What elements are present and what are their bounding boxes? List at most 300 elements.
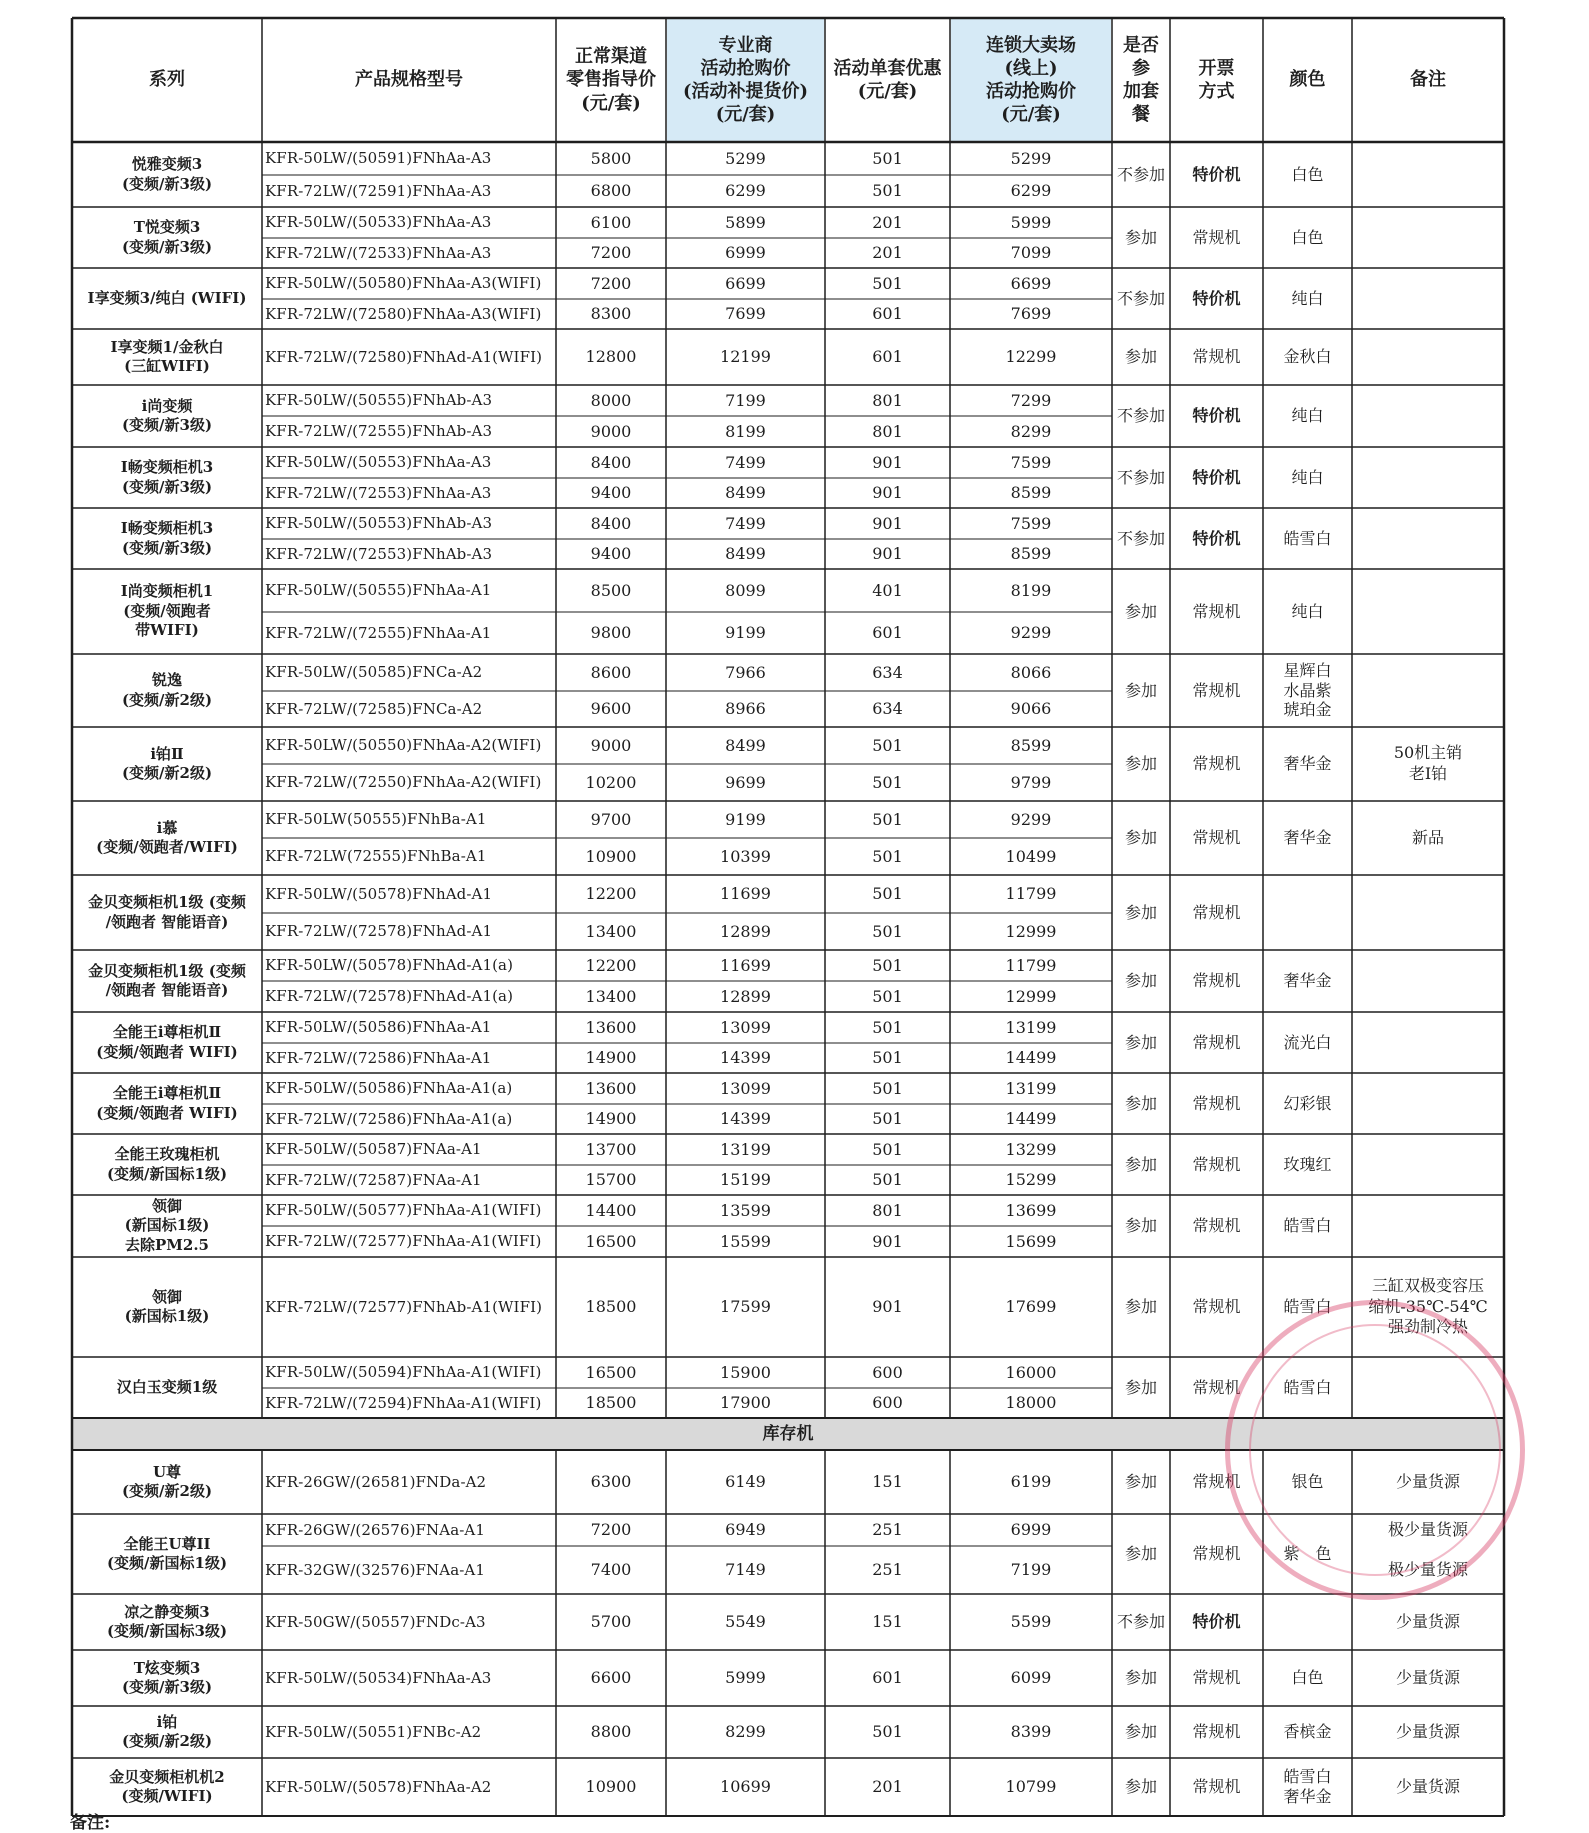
chain-price: 11799 — [1005, 884, 1057, 904]
series-name: 全能王U尊II (变频/新国标1级) — [106, 1534, 228, 1572]
discount-value: 501 — [872, 846, 903, 866]
series-name: 锐逸 (变频/新2级) — [121, 671, 213, 709]
dealer-price: 13199 — [720, 1139, 771, 1159]
package-status: 不参加 — [1116, 467, 1165, 487]
model-number: KFR-50LW/(50555)FNhAb-A3 — [265, 391, 493, 410]
dealer-price: 6949 — [725, 1520, 766, 1540]
model-number: KFR-50LW/(50533)FNhAa-A3 — [265, 213, 492, 232]
retail-price: 13600 — [585, 1017, 637, 1037]
product-color: 奢华金 — [1283, 828, 1332, 848]
model-number: KFR-50LW/(50578)FNhAd-A1 — [265, 884, 493, 903]
product-color: 金秋白 — [1283, 347, 1332, 367]
series-name: T悦变频3 (变频/新3级) — [121, 218, 213, 256]
package-status: 参加 — [1124, 1377, 1157, 1397]
remark-note: 三缸双极变容压 缩机-35℃-54℃ 强劲制冷热 — [1368, 1275, 1488, 1337]
invoice-type: 特价机 — [1192, 467, 1241, 487]
package-status: 不参加 — [1116, 406, 1165, 426]
model-number: KFR-50GW/(50557)FNDc-A3 — [265, 1612, 486, 1631]
series-name: 领御 (新国标1级) 去除PM2.5 — [124, 1196, 210, 1254]
company-seal-inner-ring — [1249, 1324, 1501, 1576]
package-status: 参加 — [1124, 828, 1157, 848]
chain-price: 14499 — [1005, 1109, 1057, 1129]
discount-value: 501 — [872, 181, 903, 201]
product-color: 纯白 — [1291, 601, 1324, 621]
series-name: 金贝变频柜机1级 (变频 /领跑者 智能语音) — [88, 893, 246, 931]
dealer-price: 13599 — [720, 1200, 771, 1220]
discount-value: 600 — [872, 1362, 903, 1382]
discount-value: 501 — [872, 735, 903, 755]
dealer-price: 13099 — [720, 1078, 771, 1098]
dealer-price: 6149 — [725, 1472, 766, 1492]
discount-value: 501 — [872, 273, 903, 293]
invoice-type: 特价机 — [1192, 288, 1241, 308]
package-status: 参加 — [1124, 680, 1157, 700]
model-number: KFR-72LW/(72587)FNAa-A1 — [265, 1170, 482, 1189]
discount-value: 600 — [872, 1393, 903, 1413]
model-number: KFR-50LW/(50591)FNhAa-A3 — [265, 149, 492, 168]
model-number: KFR-72LW/(72586)FNhAa-A1 — [265, 1048, 492, 1067]
model-number: KFR-72LW/(72578)FNhAd-A1(a) — [265, 987, 514, 1006]
retail-price: 7200 — [590, 1520, 632, 1540]
series-name: U尊 (变频/新2级) — [121, 1462, 213, 1500]
invoice-type: 常规机 — [1192, 1544, 1241, 1564]
product-color: 白色 — [1291, 1668, 1324, 1688]
remark-note: 少量货源 — [1395, 1667, 1460, 1687]
chain-price: 12299 — [1005, 347, 1057, 367]
series-name: 悦雅变频3 (变频/新3级) — [121, 155, 213, 193]
product-color: 流光白 — [1283, 1032, 1332, 1052]
retail-price: 16500 — [585, 1231, 637, 1251]
dealer-price: 10699 — [720, 1777, 771, 1797]
dealer-price: 7499 — [725, 513, 766, 533]
dealer-price: 5899 — [725, 212, 766, 232]
invoice-type: 常规机 — [1192, 828, 1241, 848]
retail-price: 18500 — [585, 1393, 637, 1413]
discount-value: 501 — [872, 148, 903, 168]
dealer-price: 7699 — [725, 304, 766, 324]
package-status: 参加 — [1124, 1544, 1157, 1564]
chain-price: 9299 — [1010, 809, 1052, 829]
remark-note: 少量货源 — [1395, 1776, 1460, 1796]
chain-price: 8299 — [1010, 421, 1052, 441]
discount-value: 901 — [872, 483, 903, 503]
discount-value: 501 — [872, 1170, 903, 1190]
invoice-type: 常规机 — [1192, 754, 1241, 774]
header-color: 颜色 — [1289, 69, 1326, 91]
product-color: 幻彩银 — [1283, 1093, 1332, 1113]
model-number: KFR-50LW/(50534)FNhAa-A3 — [265, 1668, 492, 1687]
model-number: KFR-72LW/(72550)FNhAa-A2(WIFI) — [265, 773, 542, 792]
model-number: KFR-26GW/(26576)FNAa-A1 — [265, 1520, 485, 1539]
product-color: 皓雪白 — [1283, 528, 1332, 548]
dealer-price: 7499 — [725, 452, 766, 472]
product-color: 香槟金 — [1283, 1722, 1332, 1742]
series-name: 领御 (新国标1级) — [124, 1287, 210, 1325]
package-status: 参加 — [1124, 227, 1157, 247]
product-color: 奢华金 — [1283, 971, 1332, 991]
product-color: 白色 — [1291, 164, 1324, 184]
series-name: I尚变频柜机1 (变频/领跑者 带WIFI) — [120, 582, 214, 640]
chain-price: 6999 — [1010, 1520, 1052, 1540]
retail-price: 10900 — [585, 1777, 637, 1797]
header-dealer-price: 专业商 活动抢购价 (活动补提货价) (元/套) — [682, 34, 809, 126]
discount-value: 901 — [872, 513, 903, 533]
dealer-price: 12199 — [720, 347, 771, 367]
model-number: KFR-50LW/(50585)FNCa-A2 — [265, 663, 483, 682]
model-number: KFR-50LW/(50551)FNBc-A2 — [265, 1722, 482, 1741]
series-name: I畅变频柜机3 (变频/新3级) — [120, 458, 214, 496]
dealer-price: 8299 — [725, 1722, 766, 1742]
model-number: KFR-50LW/(50580)FNhAa-A3(WIFI) — [265, 274, 542, 293]
chain-price: 15299 — [1005, 1170, 1057, 1190]
product-color: 皓雪白 — [1283, 1377, 1332, 1397]
product-color: 白色 — [1291, 227, 1324, 247]
dealer-price: 14399 — [720, 1109, 771, 1129]
retail-price: 7200 — [590, 243, 632, 263]
package-status: 不参加 — [1116, 528, 1165, 548]
retail-price: 9700 — [590, 809, 632, 829]
header-discount: 活动单套优惠 (元/套) — [833, 57, 942, 102]
invoice-type: 常规机 — [1192, 1093, 1241, 1113]
invoice-type: 特价机 — [1192, 164, 1241, 184]
invoice-type: 特价机 — [1192, 528, 1241, 548]
dealer-price: 6299 — [725, 181, 766, 201]
package-status: 参加 — [1124, 1722, 1157, 1742]
remark-note: 新品 — [1411, 827, 1444, 847]
dealer-price: 17599 — [720, 1297, 771, 1317]
remark-note: 少量货源 — [1395, 1721, 1460, 1741]
retail-price: 8800 — [590, 1722, 632, 1742]
retail-price: 9000 — [590, 421, 632, 441]
model-number: KFR-50LW/(50578)FNhAd-A1(a) — [265, 956, 514, 975]
discount-value: 601 — [872, 304, 903, 324]
retail-price: 13400 — [585, 986, 637, 1006]
dealer-price: 6999 — [725, 243, 766, 263]
header-invoice: 开票 方式 — [1198, 57, 1235, 102]
retail-price: 6100 — [590, 212, 632, 232]
package-status: 参加 — [1124, 1216, 1157, 1236]
retail-price: 13400 — [585, 921, 637, 941]
remark-note: 极少量货源 — [1387, 1519, 1468, 1539]
package-status: 参加 — [1124, 971, 1157, 991]
dealer-price: 15900 — [720, 1362, 771, 1382]
model-number: KFR-50LW/(50555)FNhAa-A1 — [265, 581, 492, 600]
chain-price: 9299 — [1010, 623, 1052, 643]
dealer-price: 5999 — [725, 1668, 766, 1688]
product-color: 玫瑰红 — [1283, 1154, 1332, 1174]
invoice-type: 特价机 — [1192, 1612, 1241, 1632]
model-number: KFR-72LW(72555)FNhBa-A1 — [265, 847, 487, 866]
chain-price: 7599 — [1010, 452, 1052, 472]
package-status: 参加 — [1124, 347, 1157, 367]
retail-price: 12200 — [585, 955, 637, 975]
chain-price: 13199 — [1005, 1017, 1057, 1037]
chain-price: 9799 — [1010, 772, 1052, 792]
package-status: 参加 — [1124, 601, 1157, 621]
model-number: KFR-72LW/(72594)FNhAa-A1(WIFI) — [265, 1393, 542, 1412]
remark-note: 50机主销 老I铂 — [1393, 743, 1463, 783]
series-name: T炫变频3 (变频/新3级) — [121, 1658, 213, 1696]
chain-price: 7199 — [1010, 1560, 1052, 1580]
dealer-price: 8499 — [725, 544, 766, 564]
chain-price: 8599 — [1010, 544, 1052, 564]
dealer-price: 8499 — [725, 735, 766, 755]
chain-price: 6099 — [1010, 1668, 1052, 1688]
invoice-type: 特价机 — [1192, 406, 1241, 426]
product-color: 星辉白 水晶紫 琥珀金 — [1283, 661, 1332, 720]
series-name: 全能王i尊柜机Ⅱ (变频/领跑者 WIFI) — [96, 1084, 238, 1122]
discount-value: 801 — [872, 1200, 903, 1220]
discount-value: 601 — [872, 347, 903, 367]
retail-price: 6800 — [590, 181, 632, 201]
retail-price: 10200 — [585, 772, 637, 792]
discount-value: 501 — [872, 1048, 903, 1068]
invoice-type: 常规机 — [1192, 1297, 1241, 1317]
chain-price: 8599 — [1010, 735, 1052, 755]
chain-price: 7599 — [1010, 513, 1052, 533]
chain-price: 12999 — [1005, 921, 1057, 941]
dealer-price: 8966 — [725, 699, 766, 719]
header-series: 系列 — [149, 69, 185, 91]
model-number: KFR-50LW/(50550)FNhAa-A2(WIFI) — [265, 736, 542, 755]
discount-value: 501 — [872, 1078, 903, 1098]
header-model: 产品规格型号 — [355, 69, 463, 91]
retail-price: 8400 — [590, 513, 632, 533]
retail-price: 14900 — [585, 1109, 637, 1129]
retail-price: 7400 — [590, 1560, 632, 1580]
model-number: KFR-26GW/(26581)FNDa-A2 — [265, 1472, 487, 1491]
package-status: 不参加 — [1116, 1612, 1165, 1632]
series-name: 全能王玫瑰柜机 (变频/新国标1级) — [106, 1145, 228, 1183]
chain-price: 6299 — [1010, 181, 1052, 201]
dealer-price: 8199 — [725, 421, 766, 441]
retail-price: 7200 — [590, 273, 632, 293]
retail-price: 9000 — [590, 735, 632, 755]
retail-price: 8300 — [590, 304, 632, 324]
model-number: KFR-50LW/(50577)FNhAa-A1(WIFI) — [265, 1201, 542, 1220]
model-number: KFR-72LW/(72591)FNhAa-A3 — [265, 181, 492, 200]
retail-price: 18500 — [585, 1297, 637, 1317]
retail-price: 14900 — [585, 1048, 637, 1068]
product-color: 紫 色 — [1283, 1544, 1332, 1564]
discount-value: 401 — [872, 580, 903, 600]
product-color: 皓雪白 — [1283, 1297, 1332, 1317]
chain-price: 8399 — [1010, 1722, 1052, 1742]
model-number: KFR-72LW/(72586)FNhAa-A1(a) — [265, 1109, 513, 1128]
footer-note: 备注: — [70, 1813, 111, 1833]
dealer-price: 7966 — [725, 662, 766, 682]
model-number: KFR-72LW/(72555)FNhAa-A1 — [265, 623, 492, 642]
dealer-price: 12899 — [720, 921, 771, 941]
package-status: 参加 — [1124, 1154, 1157, 1174]
model-number: KFR-72LW/(72577)FNhAb-A1(WIFI) — [265, 1297, 543, 1316]
chain-price: 8066 — [1010, 662, 1052, 682]
header-retail-price: 正常渠道 零售指导价 (元/套) — [566, 46, 656, 114]
invoice-type: 常规机 — [1192, 971, 1241, 991]
chain-price: 9066 — [1010, 699, 1052, 719]
package-status: 参加 — [1124, 902, 1157, 922]
series-name: 金贝变频柜机1级 (变频 /领跑者 智能语音) — [88, 961, 246, 999]
retail-price: 9600 — [590, 699, 632, 719]
discount-value: 501 — [872, 955, 903, 975]
model-number: KFR-32GW/(32576)FNAa-A1 — [265, 1560, 485, 1579]
model-number: KFR-72LW/(72578)FNhAd-A1 — [265, 922, 493, 941]
retail-price: 9400 — [590, 483, 632, 503]
discount-value: 201 — [872, 243, 903, 263]
series-name: I畅变频柜机3 (变频/新3级) — [120, 519, 214, 557]
chain-price: 13299 — [1005, 1139, 1057, 1159]
section-label: 库存机 — [762, 1423, 814, 1444]
discount-value: 901 — [872, 1231, 903, 1251]
discount-value: 801 — [872, 390, 903, 410]
chain-price: 10499 — [1005, 846, 1057, 866]
dealer-price: 10399 — [720, 846, 771, 866]
package-status: 不参加 — [1116, 288, 1165, 308]
discount-value: 251 — [872, 1520, 903, 1540]
discount-value: 801 — [872, 421, 903, 441]
retail-price: 12800 — [585, 347, 637, 367]
dealer-price: 7149 — [725, 1560, 766, 1580]
product-color: 银色 — [1291, 1472, 1324, 1492]
product-color: 皓雪白 奢华金 — [1283, 1767, 1332, 1806]
discount-value: 634 — [872, 662, 903, 682]
product-color — [1263, 875, 1352, 950]
series-name: i铂 (变频/新2级) — [121, 1712, 213, 1750]
retail-price: 15700 — [585, 1170, 637, 1190]
product-color: 奢华金 — [1283, 754, 1332, 774]
package-status: 参加 — [1124, 1777, 1157, 1797]
discount-value: 201 — [872, 1777, 903, 1797]
chain-price: 7099 — [1010, 243, 1052, 263]
series-name: I享变频1/金秋白 (三缸WIFI) — [110, 337, 224, 375]
retail-price: 13600 — [585, 1078, 637, 1098]
product-color: 纯白 — [1291, 288, 1324, 308]
dealer-price: 14399 — [720, 1048, 771, 1068]
discount-value: 151 — [872, 1472, 903, 1492]
package-status: 参加 — [1124, 1032, 1157, 1052]
series-name: 金贝变频柜机机2 (变频/WIFI) — [109, 1767, 225, 1805]
dealer-price: 5549 — [725, 1612, 766, 1632]
invoice-type: 常规机 — [1192, 1777, 1241, 1797]
chain-price: 7699 — [1010, 304, 1052, 324]
retail-price: 16500 — [585, 1362, 637, 1382]
model-number: KFR-72LW/(72580)FNhAa-A3(WIFI) — [265, 304, 542, 323]
model-number: KFR-50LW/(50586)FNhAa-A1 — [265, 1018, 492, 1037]
chain-price: 8199 — [1010, 580, 1052, 600]
discount-value: 601 — [872, 623, 903, 643]
dealer-price: 8499 — [725, 483, 766, 503]
chain-price: 12999 — [1005, 986, 1057, 1006]
invoice-type: 常规机 — [1192, 227, 1241, 247]
invoice-type: 常规机 — [1192, 1032, 1241, 1052]
model-number: KFR-72LW/(72553)FNhAa-A3 — [265, 483, 492, 502]
discount-value: 901 — [872, 1297, 903, 1317]
discount-value: 501 — [872, 884, 903, 904]
discount-value: 501 — [872, 1722, 903, 1742]
model-number: KFR-72LW/(72580)FNhAd-A1(WIFI) — [265, 347, 543, 366]
retail-price: 9400 — [590, 544, 632, 564]
chain-price: 7299 — [1010, 390, 1052, 410]
discount-value: 901 — [872, 452, 903, 472]
chain-price: 6699 — [1010, 273, 1052, 293]
retail-price: 8600 — [590, 662, 632, 682]
product-color: 纯白 — [1291, 406, 1324, 426]
chain-price: 6199 — [1010, 1472, 1052, 1492]
invoice-type: 常规机 — [1192, 1377, 1241, 1397]
chain-price: 5599 — [1010, 1612, 1052, 1632]
model-number: KFR-50LW/(50553)FNhAa-A3 — [265, 453, 492, 472]
remark-note: 极少量货源 — [1387, 1559, 1468, 1579]
discount-value: 501 — [872, 1139, 903, 1159]
product-color: 皓雪白 — [1283, 1216, 1332, 1236]
discount-value: 501 — [872, 986, 903, 1006]
discount-value: 601 — [872, 1668, 903, 1688]
chain-price: 13199 — [1005, 1078, 1057, 1098]
invoice-type: 常规机 — [1192, 1472, 1241, 1492]
dealer-price: 9199 — [725, 809, 766, 829]
discount-value: 501 — [872, 772, 903, 792]
invoice-type: 常规机 — [1192, 347, 1241, 367]
dealer-price: 11699 — [720, 884, 771, 904]
chain-price: 5999 — [1010, 212, 1052, 232]
chain-price: 14499 — [1005, 1048, 1057, 1068]
discount-value: 501 — [872, 809, 903, 829]
retail-price: 5800 — [590, 148, 632, 168]
discount-value: 151 — [872, 1612, 903, 1632]
dealer-price: 6699 — [725, 273, 766, 293]
retail-price: 9800 — [590, 623, 632, 643]
model-number: KFR-50LW/(50594)FNhAa-A1(WIFI) — [265, 1363, 542, 1382]
discount-value: 501 — [872, 921, 903, 941]
dealer-price: 12899 — [720, 986, 771, 1006]
series-name: i尚变频 (变频/新3级) — [121, 396, 213, 434]
series-name: 全能王i尊柜机Ⅱ (变频/领跑者 WIFI) — [96, 1023, 238, 1061]
package-status: 参加 — [1124, 1472, 1157, 1492]
product-color — [1263, 1594, 1352, 1650]
dealer-price: 9699 — [725, 772, 766, 792]
retail-price: 8000 — [590, 390, 632, 410]
chain-price: 17699 — [1005, 1297, 1057, 1317]
dealer-price: 5299 — [725, 148, 766, 168]
dealer-price: 17900 — [720, 1393, 771, 1413]
discount-value: 501 — [872, 1017, 903, 1037]
chain-price: 13699 — [1005, 1200, 1057, 1220]
model-number: KFR-72LW/(72553)FNhAb-A3 — [265, 544, 493, 563]
invoice-type: 常规机 — [1192, 1722, 1241, 1742]
header-chain-price: 连锁大卖场 (线上) 活动抢购价 (元/套) — [986, 34, 1076, 126]
header-remark: 备注 — [1410, 69, 1446, 91]
dealer-price: 15199 — [720, 1170, 771, 1190]
dealer-price: 9199 — [725, 623, 766, 643]
discount-value: 634 — [872, 699, 903, 719]
model-number: KFR-50LW/(50587)FNAa-A1 — [265, 1140, 482, 1159]
retail-price: 8400 — [590, 452, 632, 472]
invoice-type: 常规机 — [1192, 680, 1241, 700]
retail-price: 14400 — [585, 1200, 637, 1220]
retail-price: 6600 — [590, 1668, 632, 1688]
package-status: 不参加 — [1116, 164, 1165, 184]
invoice-type: 常规机 — [1192, 1216, 1241, 1236]
series-name: i铂Ⅱ (变频/新2级) — [121, 744, 213, 782]
dealer-price: 8099 — [725, 580, 766, 600]
invoice-type: 常规机 — [1192, 1154, 1241, 1174]
discount-value: 251 — [872, 1560, 903, 1580]
chain-price: 15699 — [1005, 1231, 1057, 1251]
model-number: KFR-72LW/(72577)FNhAa-A1(WIFI) — [265, 1232, 542, 1251]
header-package: 是否参 加套餐 — [1123, 34, 1159, 126]
retail-price: 8500 — [590, 580, 632, 600]
chain-price: 8599 — [1010, 483, 1052, 503]
